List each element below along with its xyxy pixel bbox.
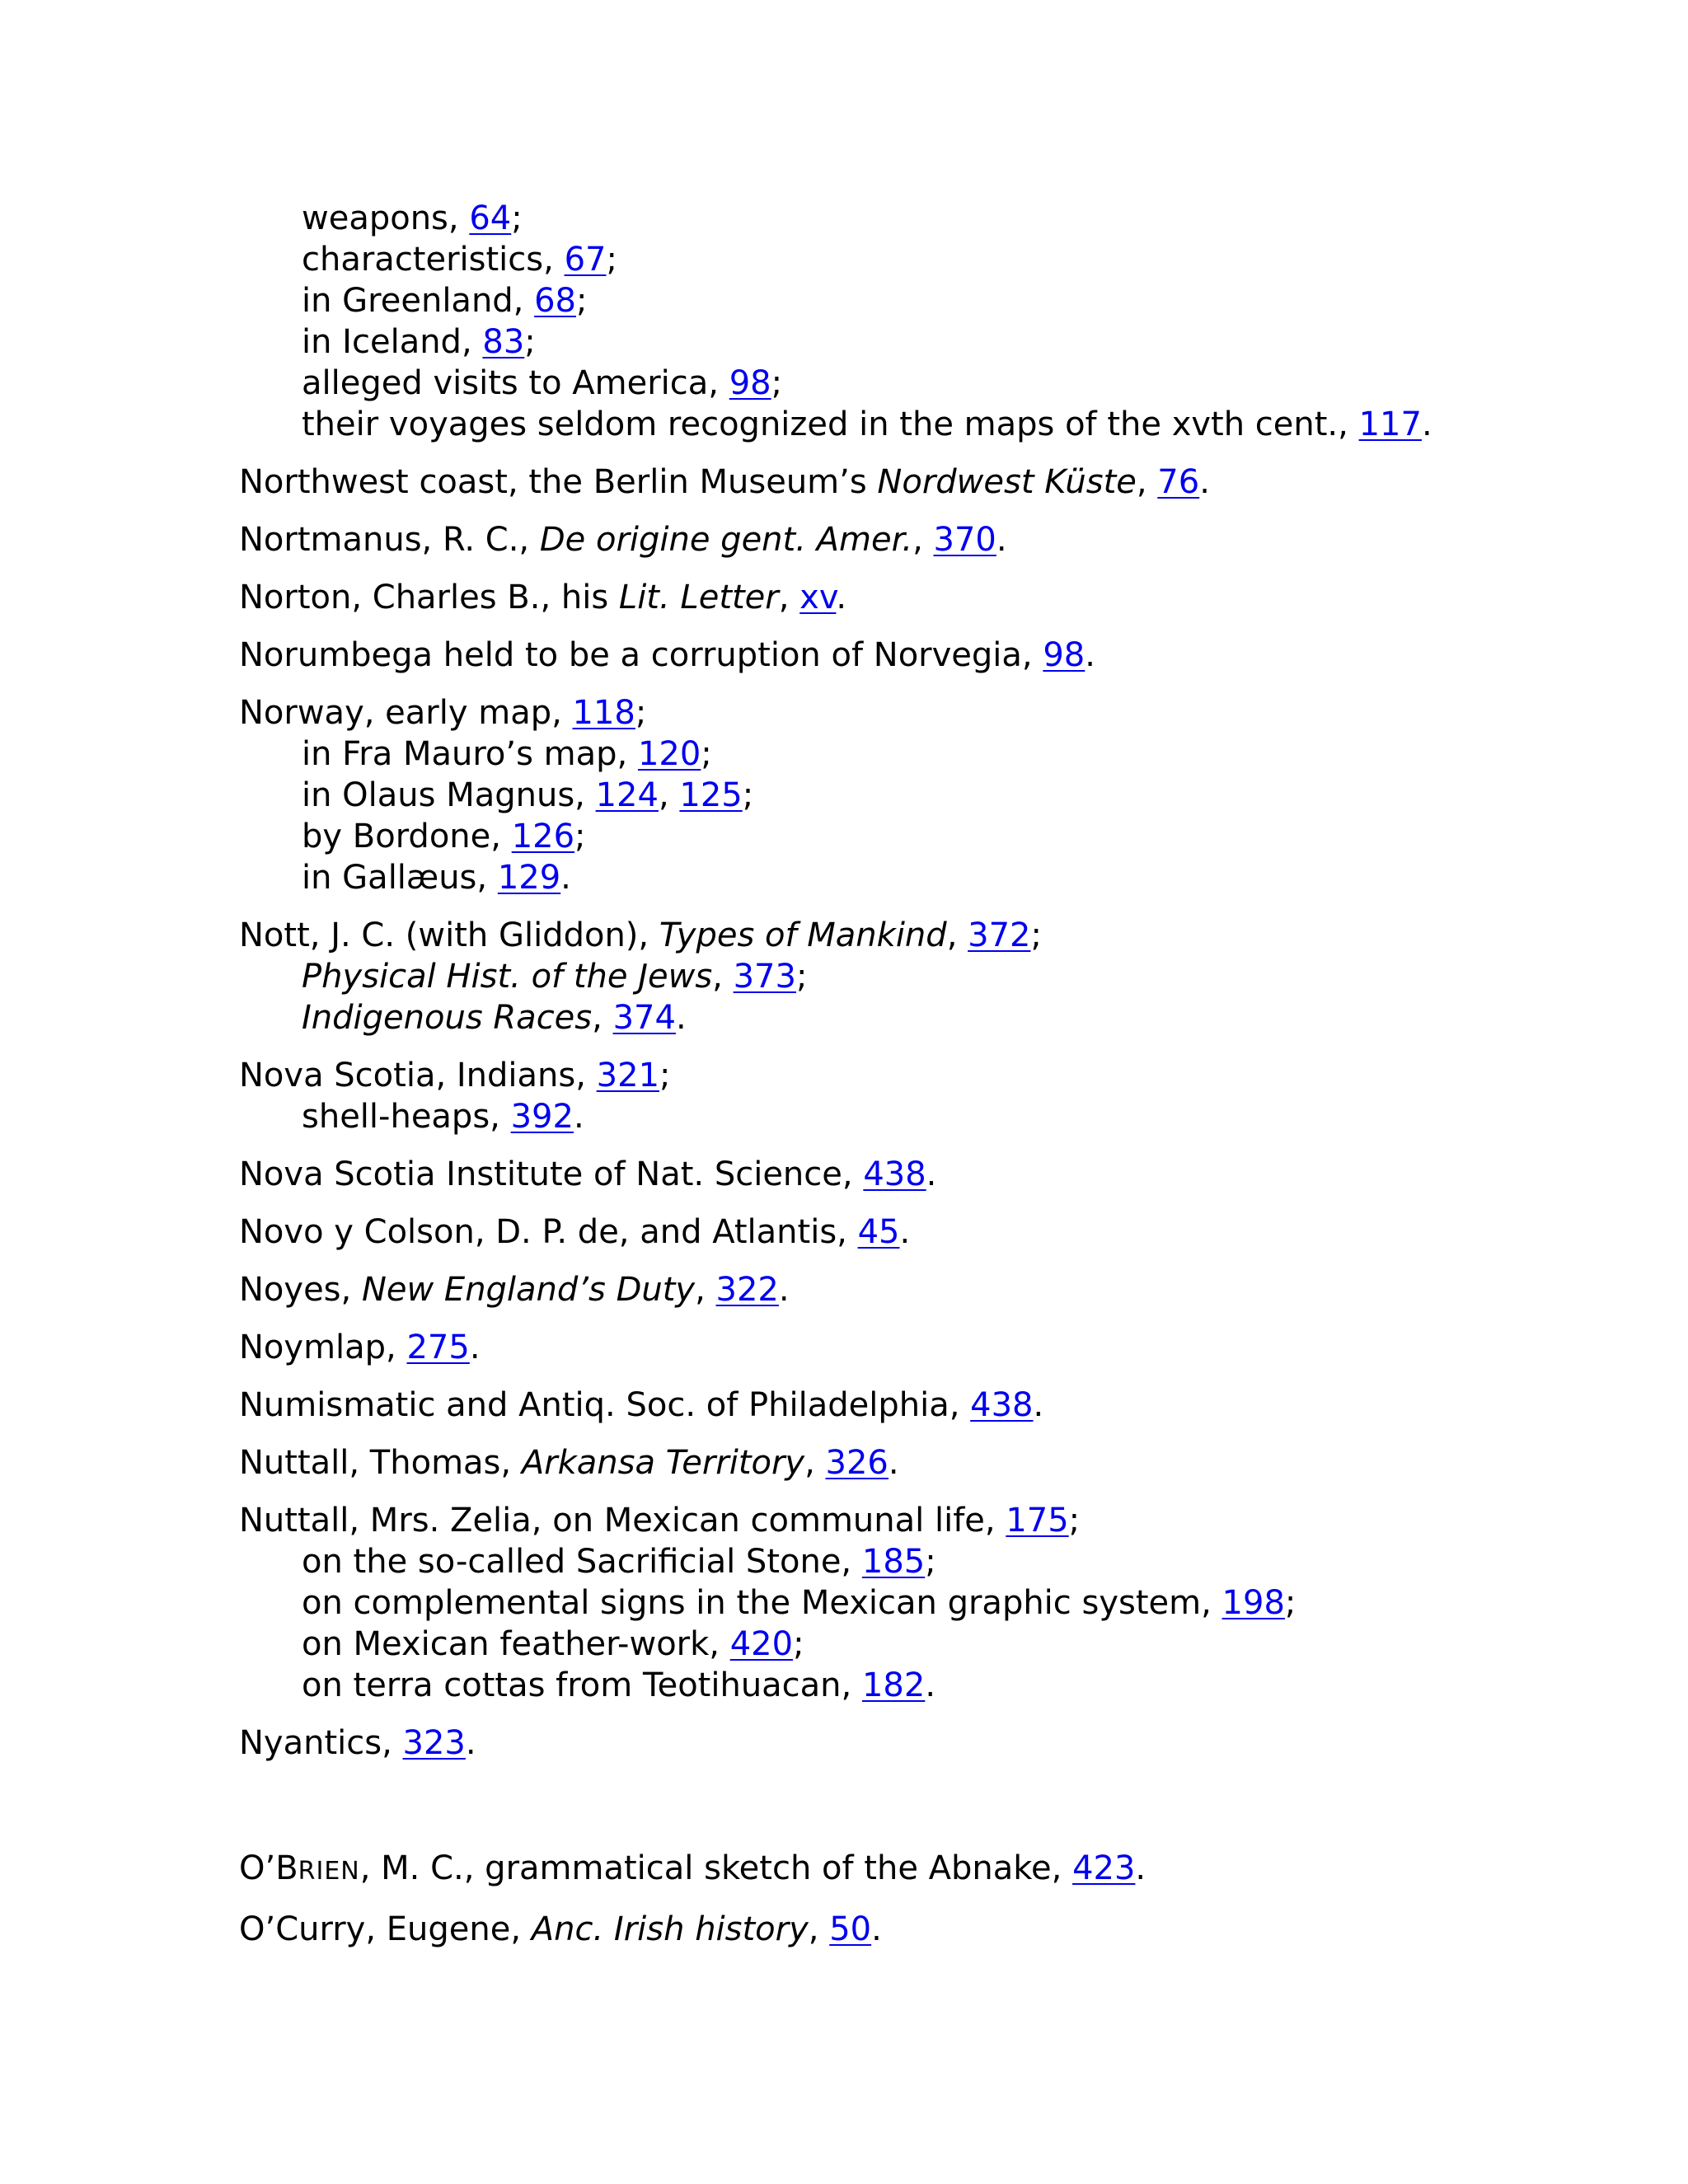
index-entry-heading-line [239,577,1640,618]
index-entry [239,462,1640,503]
entry-text: ; [659,1057,671,1094]
entry-text: ; [576,282,588,320]
entry-text: Nyantics, [239,1724,403,1762]
page-reference-link[interactable]: 198 [1221,1584,1285,1622]
page-reference-link[interactable]: 118 [572,694,635,732]
page-reference-link[interactable]: 67 [564,241,607,279]
entry-text: ; [701,735,712,773]
italic-title-text: Physical Hist. of the Jews [302,958,713,996]
entry-text: in Iceland, [302,323,483,361]
page-reference-link[interactable]: 68 [534,282,577,320]
page-reference-link[interactable]: 126 [511,818,575,855]
index-entry [239,915,1640,1038]
index-subentry-line [239,404,1640,445]
entry-text: Nova Scotia, Indians, [239,1057,597,1094]
page-reference-link[interactable]: 117 [1358,405,1422,443]
page-reference-link[interactable]: 50 [829,1910,872,1948]
index-entry [239,1055,1640,1137]
index-entry [239,1442,1640,1483]
page-reference-link[interactable]: 175 [1006,1502,1069,1540]
index-entry-heading-line [239,1269,1640,1310]
entry-text: , [946,916,968,954]
entry-text: ; [1284,1584,1296,1622]
entry-text: , M. C., grammatical sketch of the Abnake, [359,1849,1073,1887]
italic-title-text: Types of Mankind [659,916,947,954]
entry-text: characteristics, [302,241,565,279]
entry-text: shell-heaps, [302,1098,511,1136]
entry-text: . [836,579,847,616]
entry-text: . [560,859,571,897]
index-entry [239,1848,1640,1892]
entry-text: their voyages seldom recognized in the maps of the xvth cent., [302,405,1359,443]
page-reference-link[interactable]: 373 [733,958,796,996]
entry-text: O’B [239,1849,298,1887]
page-reference-link[interactable]: 392 [510,1098,574,1136]
entry-text: . [888,1444,899,1482]
italic-title-text: Lit. Letter [618,579,779,616]
entry-text: . [996,521,1007,559]
entry-text: ; [574,818,586,855]
index-entry [239,198,1640,445]
entry-text: Northwest coast, the Berlin Museum’s [239,463,878,501]
entry-text: ; [606,241,617,279]
page-reference-link[interactable]: 182 [861,1666,926,1704]
entry-text: , [778,579,800,616]
entry-text: Nott, J. C. (with Gliddon), [239,916,659,954]
index-entry [239,1327,1640,1368]
index-entry [239,577,1640,618]
entry-text: . [1033,1386,1044,1424]
entry-text: , [592,999,613,1037]
page-reference-link[interactable]: 76 [1157,463,1200,501]
page-reference-link[interactable]: 438 [970,1386,1034,1424]
entry-text: . [871,1910,882,1948]
index-subentry-line [239,1665,1640,1706]
entry-text: weapons, [302,199,470,237]
page-reference-link[interactable]: 124 [595,776,659,814]
page-reference-link[interactable]: 275 [406,1329,470,1366]
entry-text: Nuttall, Mrs. Zelia, on Mexican communal life, [239,1502,1006,1540]
index-entry-heading-line [239,915,1640,956]
index-entry-heading-line [239,692,1640,733]
index-entry-heading-line [239,1722,1640,1764]
letter-section-gap [239,1780,1640,1848]
entry-text: ; [925,1543,936,1581]
page-reference-link[interactable]: 372 [968,916,1031,954]
entry-text: . [778,1271,790,1309]
italic-title-text: Nordwest Küste [877,463,1137,501]
index-entry [239,635,1640,676]
index-entry [239,1269,1640,1310]
index-subentry-line [239,239,1640,280]
entry-text: ; [795,958,808,996]
entry-text: in Gallæus, [302,859,498,897]
page-reference-link[interactable]: 420 [729,1625,794,1663]
entry-text: . [1199,463,1210,501]
entry-text: Norumbega held to be a corruption of Norvegia, [239,636,1043,674]
page-reference-link[interactable]: 98 [729,364,771,402]
entry-text: ; [793,1625,804,1663]
entry-text: Noyes, [239,1271,362,1309]
index-subentry-line [239,321,1640,363]
entry-text: in Olaus Magnus, [302,776,596,814]
italic-title-text: De origine gent. Amer. [539,521,913,559]
index-entry-heading-line [239,1154,1640,1195]
index-entry-heading-line [239,1848,1640,1892]
entry-text: . [469,1329,481,1366]
index-subentry-line [239,857,1640,898]
entry-text: , [712,958,734,996]
entry-text: by Bordone, [302,818,512,855]
entry-text: Novo y Colson, D. P. de, and Atlantis, [239,1213,858,1251]
index-entry-heading-line [239,1212,1640,1253]
page-reference-link[interactable]: 129 [497,859,561,897]
entry-text: . [675,999,687,1037]
entry-text: in Greenland, [302,282,535,320]
entry-text: in Fra Mauro’s map, [302,735,638,773]
italic-title-text: New England’s Duty [361,1271,696,1309]
index-entry [239,692,1640,898]
index-subentry-line [239,997,1640,1038]
italic-title-text: Anc. Irish history [531,1910,809,1948]
page-reference-link[interactable]: 374 [612,999,676,1037]
entry-text: , [695,1271,716,1309]
entry-text: . [465,1724,476,1762]
page-reference-link[interactable]: 64 [469,199,512,237]
index-subentry-line [239,280,1640,321]
index-entry [239,1909,1640,1950]
italic-title-text: Arkansa Territory [521,1444,805,1482]
index-subentry-line [239,733,1640,775]
entry-text: . [925,1666,936,1704]
entry-text: . [1085,636,1095,674]
page-reference-link[interactable]: 98 [1043,636,1085,674]
page-reference-link[interactable]: 120 [637,735,701,773]
index-entry-heading-line [239,1500,1640,1541]
page-reference-link[interactable]: 45 [857,1213,900,1251]
page-reference-link[interactable]: 321 [596,1057,660,1094]
entry-text: , [658,776,680,814]
entry-text: . [926,1155,937,1193]
entry-text: Noymlap, [239,1329,407,1366]
entry-text: ; [524,323,536,361]
entry-text: , [1136,463,1158,501]
entry-text: , [912,521,934,559]
page-reference-link[interactable]: xv [799,579,837,616]
entry-text: on complemental signs in the Mexican graphic system, [302,1584,1222,1622]
page-reference-link[interactable]: 323 [402,1724,466,1762]
entry-text: . [899,1213,911,1251]
index-entry [239,1500,1640,1706]
entry-text: ; [771,364,783,402]
entry-text: Nortmanus, R. C., [239,521,540,559]
page-reference-link[interactable]: 438 [863,1155,926,1193]
index-subentry-line [239,198,1640,239]
entry-text: on the so-called Sacrificial Stone, [302,1543,862,1581]
page-reference-link[interactable]: 322 [715,1271,779,1309]
entry-text: Norton, Charles B., his [239,579,619,616]
index-entry-heading-line [239,462,1640,503]
index-entry [239,1385,1640,1426]
index-subentry-line [239,775,1640,816]
index-entry [239,1212,1640,1253]
entry-text: Nova Scotia Institute of Nat. Science, [239,1155,864,1193]
index-subentry-line [239,956,1640,997]
index-subentry-line [239,363,1640,404]
index-entry-heading-line [239,1055,1640,1096]
index-entry-heading-line [239,635,1640,676]
index-entry-heading-line [239,1442,1640,1483]
entry-text: ; [1030,916,1042,954]
index-entry [239,1722,1640,1764]
entry-text: on Mexican feather-work, [302,1625,730,1663]
entry-text: Nuttall, Thomas, [239,1444,522,1482]
page-reference-link[interactable]: 125 [679,776,743,814]
page-reference-link[interactable]: 370 [933,521,996,559]
page-reference-link[interactable]: 423 [1072,1849,1136,1887]
index-entry-heading-line [239,519,1640,560]
index-subentry-line [239,1541,1640,1582]
italic-title-text: Indigenous Races [302,999,593,1037]
entry-text: Norway, early map, [239,694,573,732]
entry-text: ; [511,199,523,237]
entry-text: Numismatic and Antiq. Soc. of Philadelphia, [239,1386,971,1424]
entry-text: on terra cottas from Teotihuacan, [302,1666,862,1704]
index-entry [239,519,1640,560]
entry-text: , [804,1444,826,1482]
small-caps-text: RIEN [298,1857,360,1886]
entry-text: ; [1068,1502,1081,1540]
page-reference-link[interactable]: 185 [861,1543,926,1581]
page-reference-link[interactable]: 326 [825,1444,889,1482]
index-subentry-line [239,1582,1640,1624]
index-page [239,198,1640,1966]
index-subentry-line [239,1096,1640,1137]
entry-text: ; [635,694,647,732]
entry-text: . [1421,405,1432,443]
page-reference-link[interactable]: 83 [482,323,525,361]
entry-text: ; [742,776,754,814]
index-entry-heading-line [239,1385,1640,1426]
entry-text: , [808,1910,830,1948]
entry-text: . [1135,1849,1146,1887]
entry-text: . [573,1098,584,1136]
index-entry [239,1154,1640,1195]
index-entry-heading-line [239,1909,1640,1950]
index-entry-heading-line [239,1327,1640,1368]
entry-text: alleged visits to America, [302,364,729,402]
index-subentry-line [239,816,1640,857]
entry-text: O’Curry, Eugene, [239,1910,532,1948]
index-subentry-line [239,1624,1640,1665]
